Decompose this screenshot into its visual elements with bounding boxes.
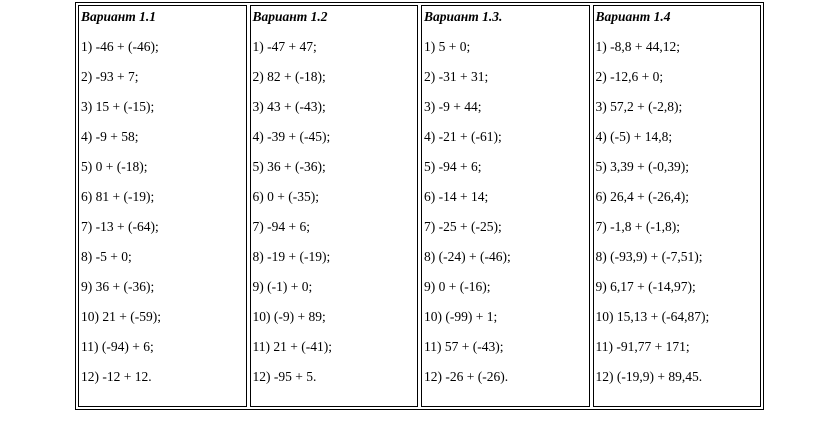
exercise-item: 6) 26,4 + (-26,4); [595, 189, 689, 204]
exercise-item: 7) -13 + (-64); [81, 219, 159, 234]
exercise-list [424, 39, 589, 385]
exercise-item: 10) 21 + (-59); [81, 309, 161, 324]
exercise-item: 9) 36 + (-36); [81, 279, 155, 294]
exercise-item: 11) 21 + (-41); [252, 339, 332, 354]
exercise-list [596, 39, 761, 385]
exercise-item: 3) -9 + 44; [424, 99, 482, 114]
exercise-item: 6) 0 + (-35); [252, 189, 319, 204]
variant-column-4 [593, 5, 762, 407]
exercise-item: 2) 82 + (-18); [252, 69, 326, 84]
exercise-item: 4) -21 + (-61); [424, 129, 502, 144]
exercise-item: 1) -47 + 47; [252, 39, 317, 54]
exercise-item: 7) -1,8 + (-1,8); [595, 219, 680, 234]
exercise-item: 8) (-93,9) + (-7,51); [595, 249, 703, 264]
exercise-item: 5) -94 + 6; [424, 159, 482, 174]
exercise-item: 4) -9 + 58; [81, 129, 139, 144]
exercise-item: 7) -25 + (-25); [424, 219, 502, 234]
exercise-item: 3) 15 + (-15); [81, 99, 155, 114]
exercise-item: 8) -5 + 0; [81, 249, 132, 264]
exercise-item: 4) -39 + (-45); [252, 129, 331, 144]
exercise-item: 12) (-19,9) + 89,45. [595, 369, 703, 384]
exercise-item: 10) 15,13 + (-64,87); [595, 309, 710, 324]
exercise-item: 12) -12 + 12. [81, 369, 152, 384]
exercise-item: 5) 0 + (-18); [81, 159, 148, 174]
variant-title: Вариант 1.1 [81, 9, 157, 24]
variants-grid [78, 5, 761, 407]
exercise-item: 6) 81 + (-19); [81, 189, 155, 204]
exercise-item: 1) 5 + 0; [424, 39, 471, 54]
variant-column-1 [78, 5, 247, 407]
exercise-item: 11) (-94) + 6; [81, 339, 154, 354]
exercise-item: 2) -93 + 7; [81, 69, 139, 84]
exercise-item: 5) 36 + (-36); [252, 159, 326, 174]
exercise-item: 5) 3,39 + (-0,39); [595, 159, 689, 174]
exercise-list [81, 39, 246, 385]
exercise-item: 12) -26 + (-26). [424, 369, 509, 384]
exercise-item: 1) -46 + (-46); [81, 39, 159, 54]
exercise-item: 10) (-99) + 1; [424, 309, 498, 324]
variant-title: Вариант 1.2 [252, 9, 328, 24]
exercise-item: 2) -31 + 31; [424, 69, 489, 84]
exercise-item: 9) 0 + (-16); [424, 279, 491, 294]
exercise-item: 11) 57 + (-43); [424, 339, 504, 354]
exercise-item: 6) -14 + 14; [424, 189, 489, 204]
exercise-item: 3) 57,2 + (-2,8); [595, 99, 683, 114]
variant-title: Вариант 1.4 [595, 9, 671, 24]
exercise-item: 4) (-5) + 14,8; [595, 129, 673, 144]
variant-column-3 [421, 5, 590, 407]
variant-title: Вариант 1.3. [424, 9, 503, 24]
variant-column-2 [250, 5, 419, 407]
exercise-item: 8) (-24) + (-46); [424, 249, 511, 264]
exercise-item: 7) -94 + 6; [252, 219, 310, 234]
exercise-item: 11) -91,77 + 171; [595, 339, 690, 354]
exercise-item: 1) -8,8 + 44,12; [595, 39, 680, 54]
variants-table [75, 2, 764, 410]
exercise-item: 9) (-1) + 0; [252, 279, 313, 294]
exercise-list [253, 39, 418, 385]
exercise-item: 2) -12,6 + 0; [595, 69, 664, 84]
exercise-item: 10) (-9) + 89; [252, 309, 326, 324]
exercise-item: 8) -19 + (-19); [252, 249, 331, 264]
exercise-item: 3) 43 + (-43); [252, 99, 326, 114]
exercise-item: 9) 6,17 + (-14,97); [595, 279, 696, 294]
exercise-item: 12) -95 + 5. [252, 369, 317, 384]
